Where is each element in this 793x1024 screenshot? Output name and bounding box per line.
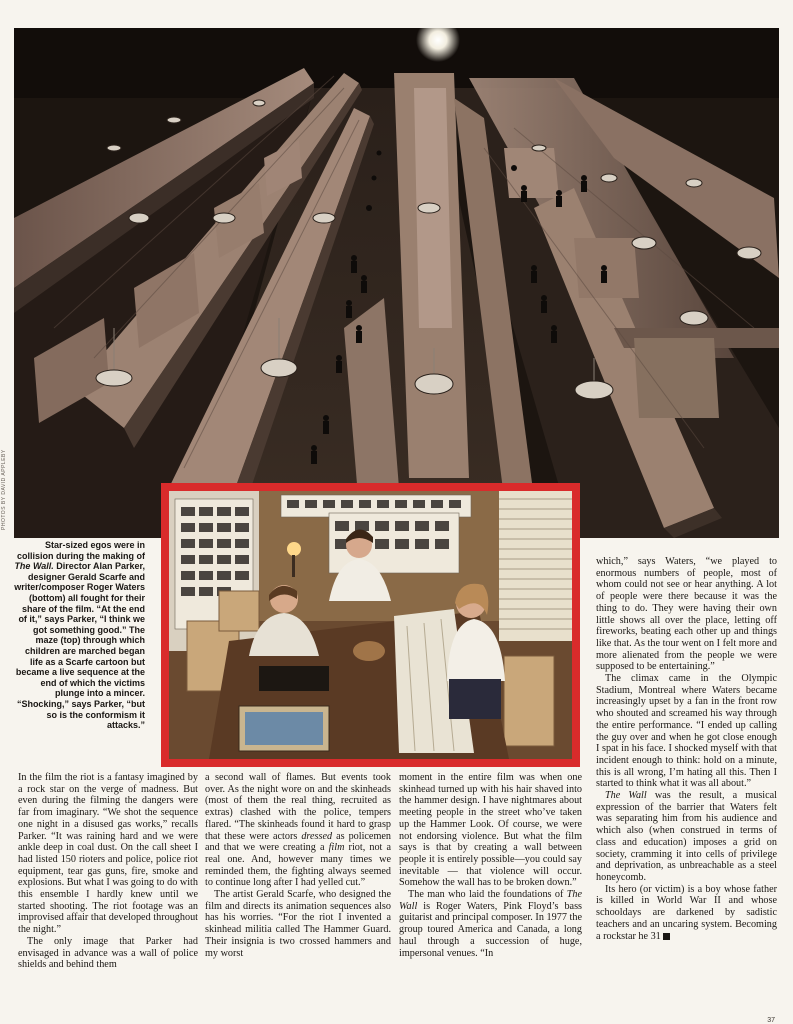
photo-caption: [14, 540, 145, 766]
article-column-4: [596, 556, 777, 1014]
text-run: is Roger Waters, Pink Floyd’s bass guitarist and principal composer. In 1977 the group toured America and Canada, a long haul through a succession of huge, impersonal venues. “In: [399, 900, 582, 959]
caption-text-start: Star-sized egos were in collision during the making of: [16, 540, 145, 561]
caption-film-title: The Wall.: [14, 561, 54, 572]
paragraph: which,” says Waters, “we played to enormous numbers of people, most of whom could not see or hear anything. A lot of people were there because it was the thing to do. They were having their own little shows all over the place, letting off fireworks, beating each other up and things like that. As the tour went on I felt more and more alienated from the people we were supposed to be entertaining.”: [596, 556, 777, 673]
film-title: The Wall: [399, 889, 582, 912]
photo-credit: PHOTOS BY DAVID APPLEBY: [1, 449, 7, 530]
text-run: The man who laid the foundations of: [408, 889, 567, 901]
production-meeting-photo: [161, 483, 580, 767]
page-number: 37: [767, 1017, 775, 1024]
text-run: a second wall of flames. But events took over. As the night wore on and the skinheads (most of them the real thing, recruited as extras) clashed with the police, tempers flared. “The skinheads found it hard to grasp that these were actors: [205, 772, 391, 842]
paragraph: In the film the riot is a fantasy imagined by a rock star on the verge of madness. But even during the filming the dangers were far from imaginary. “We shot the sequence one night in a disused gas works,” recalls Parker. “It was raining hard and we were ankle deep in coal dust. On the call sheet I had listed 150 rioters and police, police riot equipment, tear gas guns, fire, smoke and explosions. But what I was going to do with this ensemble I hardly knew until we started shooting. The riot footage was an improvised affair that developed throughout the night.”: [18, 772, 198, 936]
text-run: was the result, a musical expression of the barrier that Waters felt was separating him from his audience and which also (when construed in terms of class and education) imposes a grid on society, cramming it into cells of privilege and deprivation, as unbreachable as a steel honeycomb.: [596, 790, 777, 883]
paragraph: The artist Gerald Scarfe, who designed the film and directs its animation sequences also has his worries. “For the riot I invented a skinhead militia called The Hammer Guard. Their insignia is two crossed hammers and my worst: [205, 889, 391, 959]
caption-text-rest: Director Alan Parker, designer Gerald Scarfe and writer/composer Roger Waters (bottom) all fought for their share of the film. “At the end of it,” says Parker, “I think we got something good.” The maze (top) through which children are marched began life as a Scarfe cartoon but became a live sequence at the end of which the victims plunge into a mincer. “Shocking,” says Parker, “but so is the conformism it attacks.”: [14, 561, 145, 731]
text-run: riot, not a real one. And, however many times we reminded them, the fighting always seemed to continue long after I had yelled cut.”: [205, 842, 391, 889]
text-run: as policemen and that we were creating a: [205, 830, 391, 854]
maze-set-photo: [14, 28, 779, 538]
paragraph: [596, 884, 777, 943]
paragraph: moment in the entire film was when one skinhead turned up with his hair shaved into the hammer design. I have nightmares about meeting people in the street who’ve taken up the Hammer Look. Of course, we were not endorsing violence. But what the film says is that by creating a wall between people it is entirely possible—you could say inevitable — that violence will occur. Somehow the wall has to be broken down.”: [399, 772, 582, 889]
paragraph: [596, 790, 777, 884]
text-run: Its hero (or victim) is a boy whose father is killed in World War II and whose schooldays are darkened by sadistic teachers and an uncaring system. Becoming a rockstar he 31: [596, 883, 777, 942]
article-column-1: [18, 772, 198, 1022]
paragraph: The climax came in the Olympic Stadium, Montreal where Waters became increasingly upset by a fan in the front row who shouted and screamed his way through the entire performance. “I ended up calling the guy over and when he got close enough I spat in his face. I shocked myself with that incident enough to think: hold on a minute, this is all wrong, I’m hating all this. Then I started to think what it was all about.”: [596, 673, 777, 790]
emphasis: dressed: [301, 830, 333, 842]
film-title: The Wall: [605, 790, 647, 802]
paragraph: [205, 772, 391, 889]
continued-marker-icon: [663, 933, 670, 940]
paragraph: The only image that Parker had envisaged in advance was a wall of police shields and behind them: [18, 935, 198, 971]
article-column-2: [205, 772, 391, 1022]
paragraph: [399, 889, 582, 959]
article-column-3: [399, 772, 582, 1022]
emphasis: film: [328, 842, 345, 854]
